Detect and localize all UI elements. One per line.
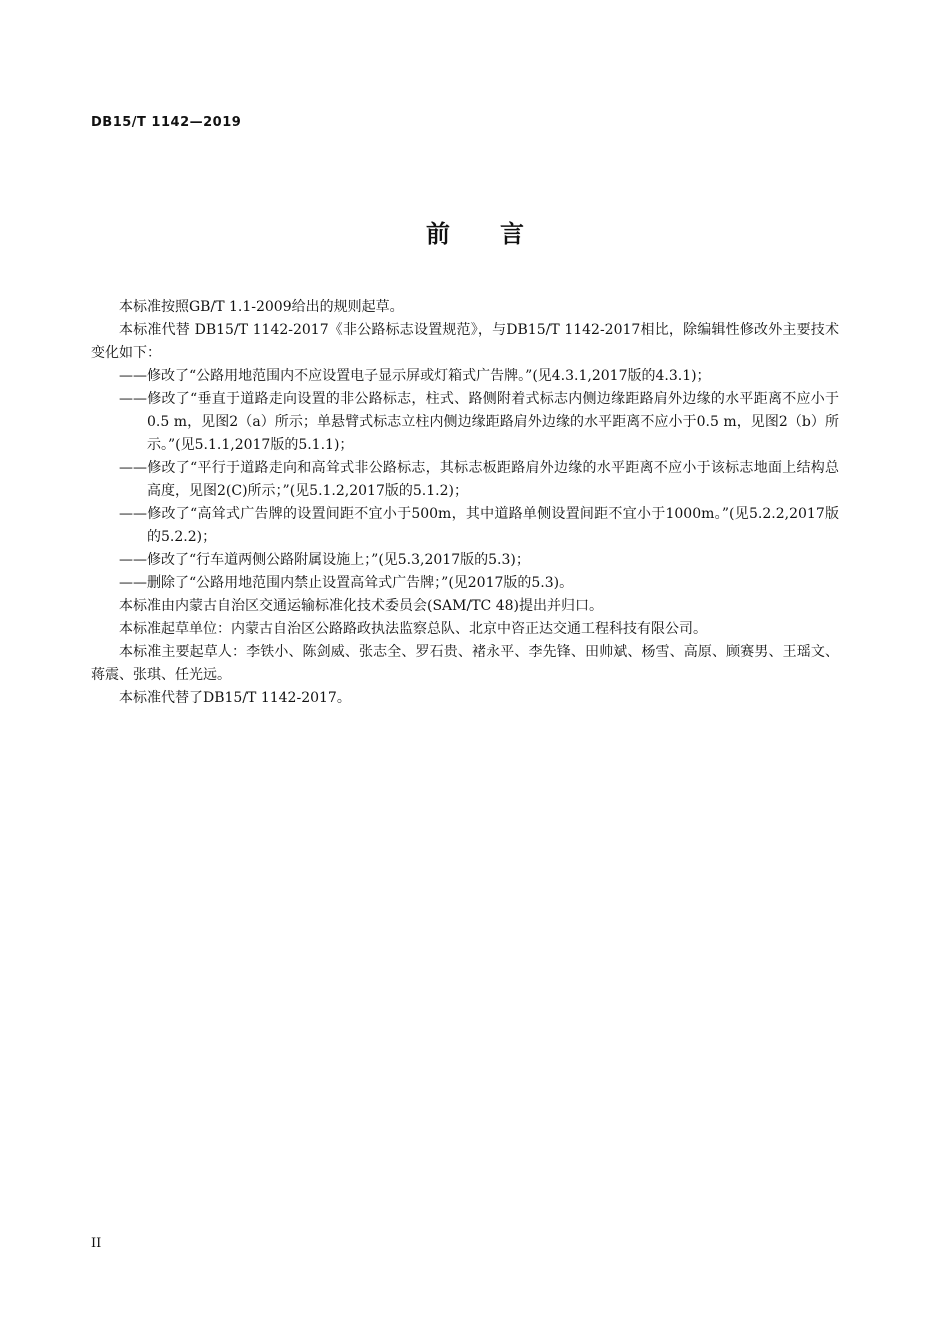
change-item: ——删除了“公路用地范围内禁止设置高耸式广告牌；”(见2017版的5.3)。 <box>119 575 574 591</box>
paragraph-drafting-rules: 本标准按照GB/T 1.1-2009给出的规则起草。 <box>119 299 404 315</box>
paragraph-proposer: 本标准由内蒙古自治区交通运输标准化技术委员会(SAM/TC 48)提出并归口。 <box>119 598 603 614</box>
paragraph-replacement: 本标准代替 DB15/T 1142-2017《非公路标志设置规范》，与DB15/T 1142-2017相比，除编辑性修改外主要技术变化如下： <box>91 322 839 361</box>
change-item: ——修改了“行车道两侧公路附属设施上；”(见5.3,2017版的5.3)； <box>119 552 530 568</box>
change-item: ——修改了“高耸式广告牌的设置间距不宜小于500m，其中道路单侧设置间距不宜小于1000m。”(见5.2.2,2017版的5.2.2)； <box>119 506 839 545</box>
document-code: DB15/T 1142—2019 <box>91 115 242 130</box>
title-char-1: 前 <box>426 220 450 248</box>
paragraph-supersedes: 本标准代替了DB15/T 1142-2017。 <box>119 690 351 706</box>
page-title <box>0 214 950 249</box>
page-number: II <box>91 1236 102 1251</box>
change-item: ——修改了“平行于道路走向和高耸式非公路标志，其标志板距路肩外边缘的水平距离不应小于该标志地面上结构总高度，见图2(C)所示；”(见5.1.2,2017版的5.1.2)； <box>119 460 839 499</box>
change-item: ——修改了“垂直于道路走向设置的非公路标志，柱式、路侧附着式标志内侧边缘距路肩外边缘的水平距离不应小于0.5 m，见图2（a）所示；单悬臂式标志立柱内侧边缘距路肩外边缘的水平距离不应小于0.5 m，见图2（b）所示。”(见5.1.1,2017版的5.1.1)； <box>119 391 839 453</box>
change-item: ——修改了“公路用地范围内不应设置电子显示屏或灯箱式广告牌。”(见4.3.1,2017版的4.3.1)； <box>119 368 711 384</box>
paragraph-drafting-units: 本标准起草单位：内蒙古自治区公路路政执法监察总队、北京中咨正达交通工程科技有限公司。 <box>119 621 707 637</box>
paragraph-drafters: 本标准主要起草人：李铁小、陈剑威、张志全、罗石贵、褚永平、李先锋、田帅斌、杨雪、高原、顾赛男、王瑶文、蒋震、张琪、任光远。 <box>91 644 839 683</box>
title-char-2: 言 <box>500 220 524 248</box>
foreword-body <box>91 296 839 710</box>
